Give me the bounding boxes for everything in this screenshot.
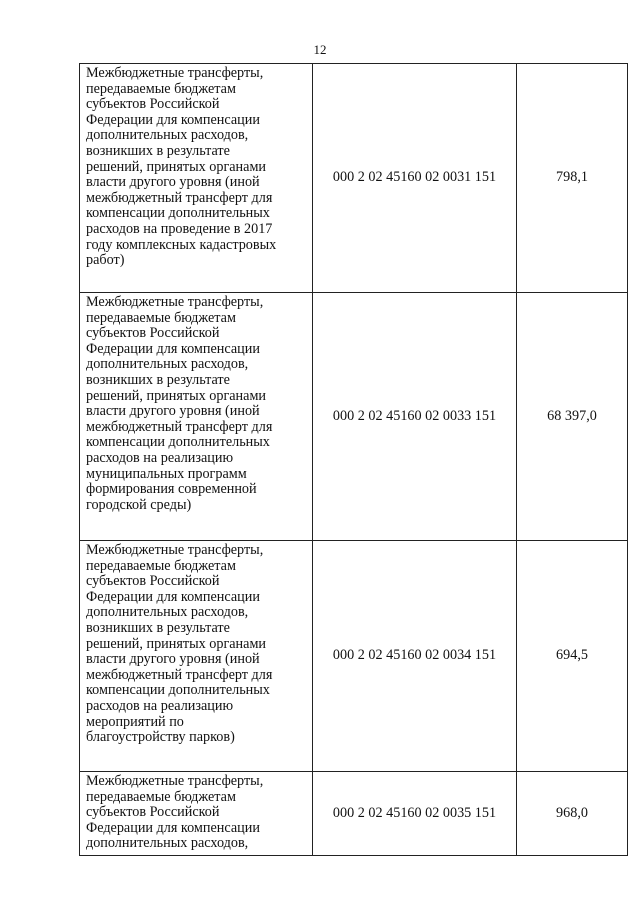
amount: 798,1 [517,64,628,293]
budget-code: 000 2 02 45160 02 0033 151 [313,293,517,541]
description-cell [80,772,313,856]
table-row [80,64,628,293]
budget-code: 000 2 02 45160 02 0031 151 [313,64,517,293]
description-cell [80,541,313,772]
amount: 968,0 [517,772,628,856]
description-cell [80,64,313,293]
budget-code: 000 2 02 45160 02 0034 151 [313,541,517,772]
amount: 694,5 [517,541,628,772]
transfer-description: Межбюджетные трансферты, передаваемые бюджетам субъектов Российской Федерации для компенсации дополнительных расходов, возникших в результате решений, принятых органами власти другого уровня (иной межбюджетный трансферт для компенсации дополнительных расходов на реализацию муниципальных программ формирования современной городской среды) [86,294,273,513]
table-row [80,293,628,541]
budget-table [79,63,628,856]
transfer-description: Межбюджетные трансферты, передаваемые бюджетам субъектов Российской Федерации для компенсации дополнительных расходов, возникших в результате решений, принятых органами власти другого уровня (иной межбюджетный трансферт для компенсации дополнительных расходов на реализацию мероприятий по благоустройству парков) [86,542,273,746]
table-row [80,541,628,772]
budget-code: 000 2 02 45160 02 0035 151 [313,772,517,856]
transfer-description: Межбюджетные трансферты, передаваемые бюджетам субъектов Российской Федерации для компенсации дополнительных расходов, возникших в результате решений, принятых органами власти другого уровня (иной межбюджетный трансферт для компенсации дополнительных расходов на проведение в 2017 году комплексных кадастровых работ) [86,65,277,269]
amount: 68 397,0 [517,293,628,541]
description-cell [80,293,313,541]
transfer-description: Межбюджетные трансферты, передаваемые бюджетам субъектов Российской Федерации для компенсации дополнительных расходов, [86,773,264,852]
table-row [80,772,628,856]
page-number: 12 [313,42,327,57]
